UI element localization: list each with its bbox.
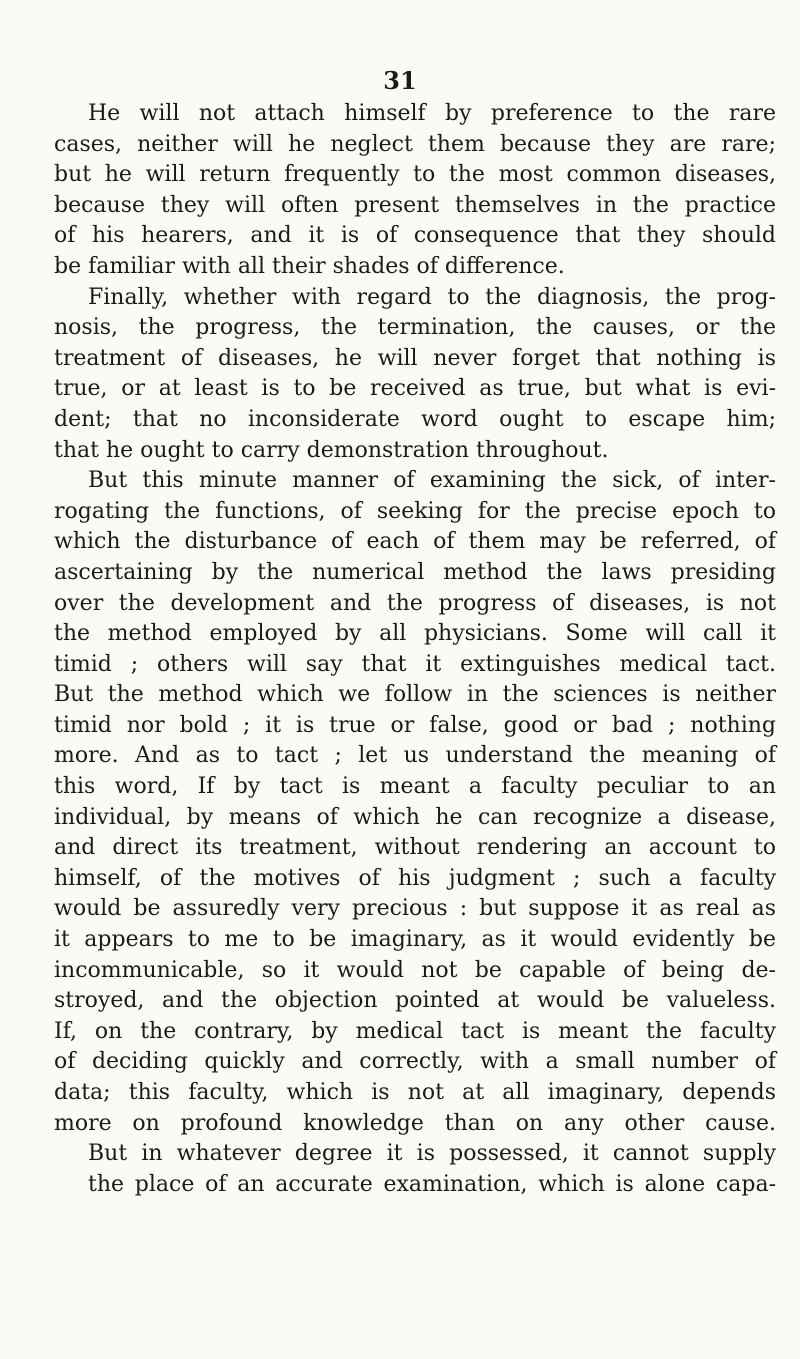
text-line: nosis, the progress, the termination, the causes, or the <box>54 315 776 341</box>
text-line: more. And as to tact ; let us understand the meaning of <box>54 743 776 769</box>
text-line: incommunicable, so it would not be capable of being de- <box>54 957 776 983</box>
text-line: rogating the functions, of seeking for the precise epoch to <box>54 498 776 524</box>
text-line: cases, neither will he neglect them because they are rare; <box>54 131 776 157</box>
text-line: and direct its treatment, without rendering an account to <box>54 835 776 861</box>
text-line: data; this faculty, which is not at all imaginary, depends <box>54 1080 776 1105</box>
text-line: because they will often present themselves in the practice <box>54 192 776 218</box>
body-text <box>54 99 776 1200</box>
text-line: But this minute manner of examining the sick, of inter- <box>88 468 776 494</box>
text-line: individual, by means of which he can recognize a disease, <box>54 804 776 830</box>
text-line: timid ; others will say that it extinguishes medical tact. <box>54 651 776 677</box>
text-line: true, or at least is to be received as true, but what is evi- <box>54 376 776 402</box>
text-line: himself, of the motives of his judgment ; such a faculty <box>54 865 776 891</box>
text-line: it appears to me to be imaginary, as it would evidently be <box>54 927 776 953</box>
text-line: the method employed by all physicians. Some will call it <box>54 621 776 647</box>
text-line: Finally, whether with regard to the diagnosis, the prog- <box>88 284 776 310</box>
text-line: that he ought to carry demonstration throughout. <box>54 437 609 463</box>
text-line: He will not attach himself by preference to the rare <box>88 101 776 126</box>
text-line: more on profound knowledge than on any other cause. <box>54 1110 776 1136</box>
text-line: dent; that no inconsiderate word ought to escape him; <box>54 406 776 432</box>
text-line: of deciding quickly and correctly, with a small number of <box>54 1049 776 1075</box>
text-line: stroyed, and the objection pointed at would be valueless. <box>54 988 776 1014</box>
text-line: the place of an accurate examination, which is alone capa- <box>88 1171 776 1197</box>
text-line: but he will return frequently to the most common diseases, <box>54 162 776 188</box>
text-line: But the method which we follow in the sciences is neither <box>54 682 776 708</box>
text-line: treatment of diseases, he will never forget that nothing is <box>54 345 776 371</box>
text-line: of his hearers, and it is of consequence that they should <box>54 223 776 249</box>
text-line: over the development and the progress of diseases, is not <box>54 590 776 616</box>
text-line: which the disturbance of each of them may be referred, of <box>54 529 776 555</box>
text-line: If, on the contrary, by medical tact is meant the faculty <box>54 1018 776 1044</box>
text-line: ascertaining by the numerical method the laws presiding <box>54 559 776 585</box>
text-line: this word, If by tact is meant a faculty peculiar to an <box>54 774 776 800</box>
page-number: 31 <box>383 66 417 95</box>
text-line: But in whatever degree it is possessed, it cannot supply <box>88 1141 776 1167</box>
text-line: timid nor bold ; it is true or false, good or bad ; nothing <box>54 712 776 738</box>
text-line: would be assuredly very precious : but suppose it as real as <box>54 896 776 922</box>
text-line: be familiar with all their shades of difference. <box>54 253 565 279</box>
